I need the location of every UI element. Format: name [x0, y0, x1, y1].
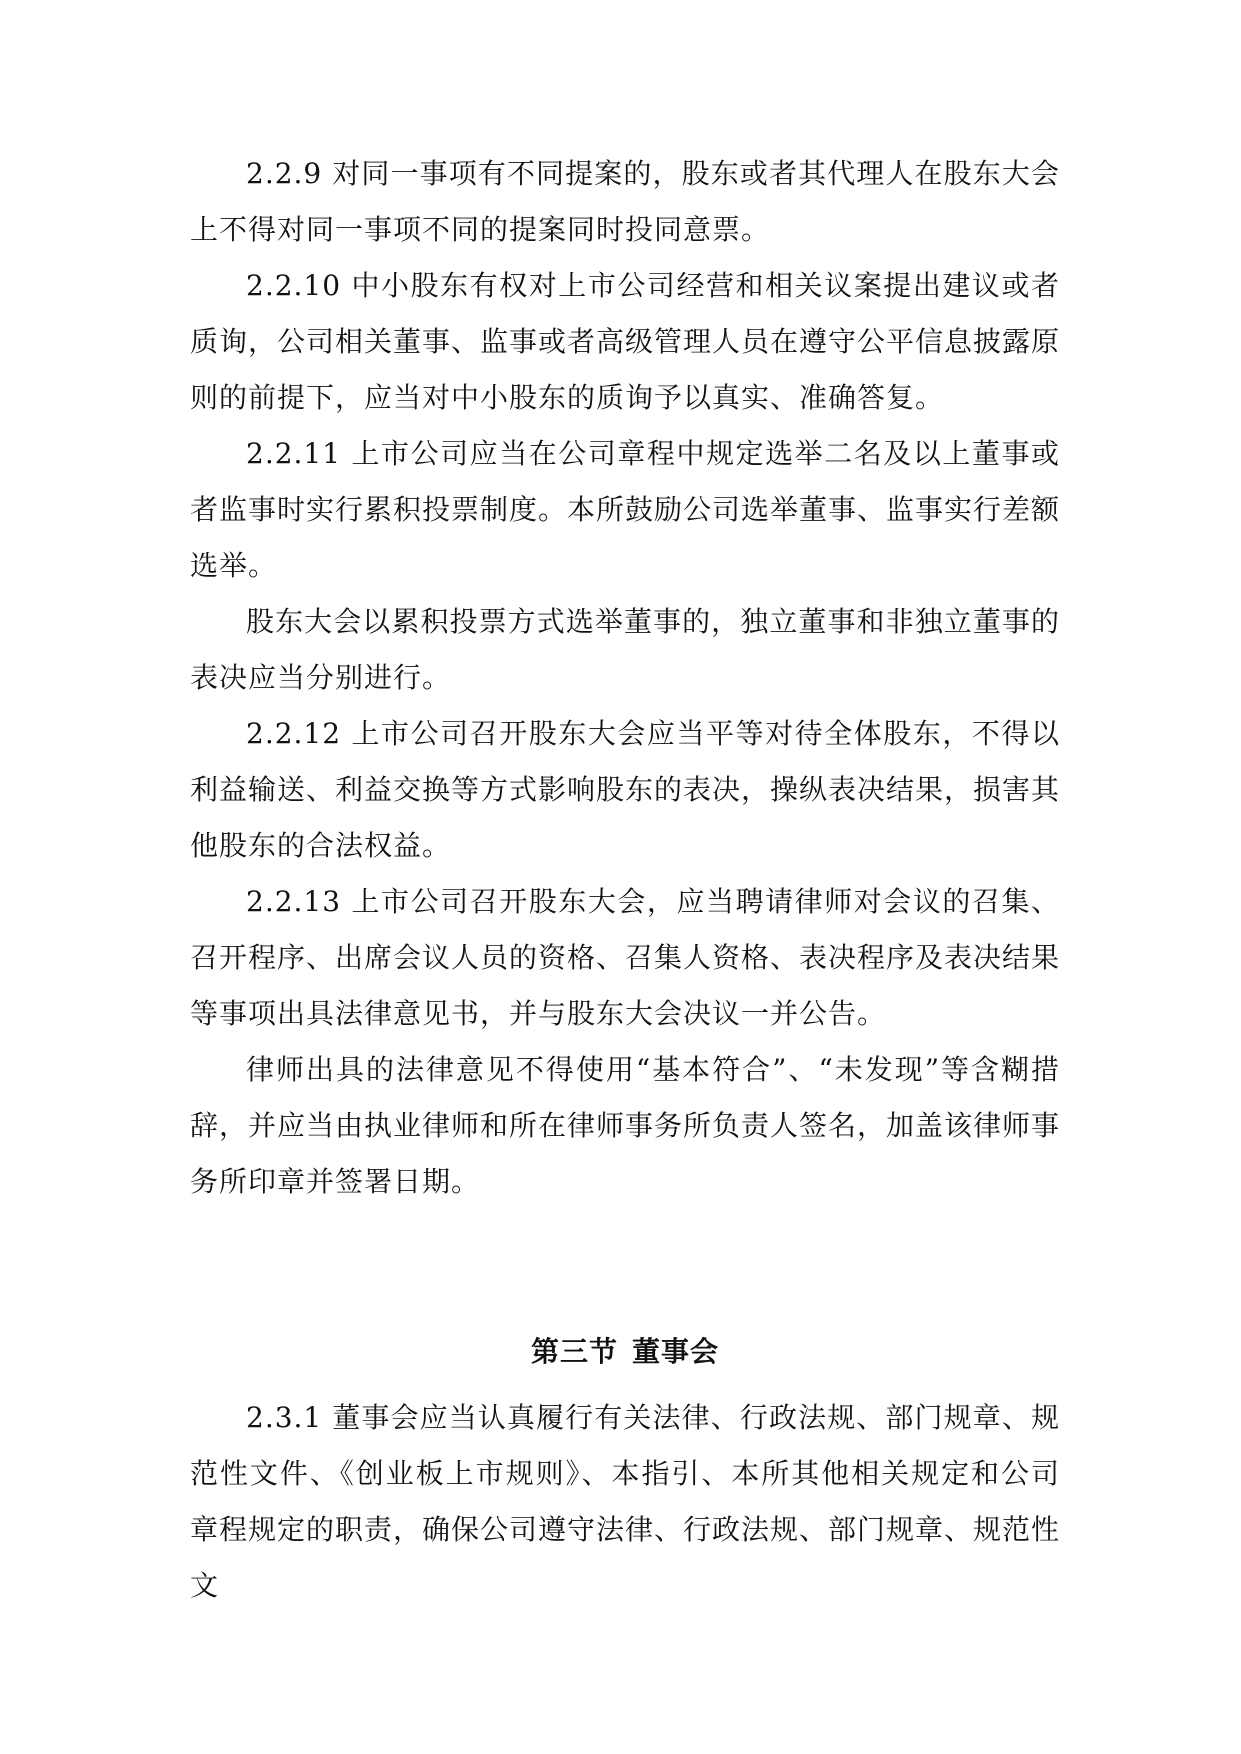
- paragraph-2-2-10: 2.2.10 中小股东有权对上市公司经营和相关议案提出建议或者质询，公司相关董事、监事或者高级管理人员在遵守公平信息披露原则的前提下，应当对中小股东的质询予以真实、准确答复。: [190, 269, 1061, 414]
- paragraph-2-2-12: 2.2.12 上市公司召开股东大会应当平等对待全体股东，不得以利益输送、利益交换等方式影响股东的表决，操纵表决结果，损害其他股东的合法权益。: [190, 717, 1061, 862]
- paragraph-2-3-1: 2.3.1 董事会应当认真履行有关法律、行政法规、部门规章、规范性文件、《创业板上市规则》、本指引、本所其他相关规定和公司章程规定的职责，确保公司遵守法律、行政法规、部门规章、规范性文: [190, 1401, 1061, 1602]
- section-number: 第三节: [530, 1335, 618, 1368]
- heading-spacer: [190, 1382, 1060, 1390]
- paragraph-cumulative-voting: 股东大会以累积投票方式选举董事的，独立董事和非独立董事的表决应当分别进行。: [190, 605, 1060, 694]
- section-spacer: [190, 1210, 1060, 1322]
- paragraph-2-2-13: 2.2.13 上市公司召开股东大会，应当聘请律师对会议的召集、召开程序、出席会议人员的资格、召集人资格、表决程序及表决结果等事项出具法律意见书，并与股东大会决议一并公告。: [190, 885, 1061, 1030]
- paragraph-2-2-11: 2.2.11 上市公司应当在公司章程中规定选举二名及以上董事或者监事时实行累积投票制度。本所鼓励公司选举董事、监事实行差额选举。: [190, 437, 1061, 582]
- paragraph-legal-opinion: 律师出具的法律意见不得使用“基本符合”、“未发现”等含糊措辞，并应当由执业律师和所在律师事务所负责人签名，加盖该律师事务所印章并签署日期。: [190, 1053, 1061, 1198]
- section-title-text: 董事会: [632, 1335, 720, 1368]
- paragraph-2-2-9: 2.2.9 对同一事项有不同提案的，股东或者其代理人在股东大会上不得对同一事项不同的提案同时投同意票。: [190, 157, 1060, 246]
- section-heading: [190, 1322, 1060, 1382]
- document-body: [190, 146, 1060, 1614]
